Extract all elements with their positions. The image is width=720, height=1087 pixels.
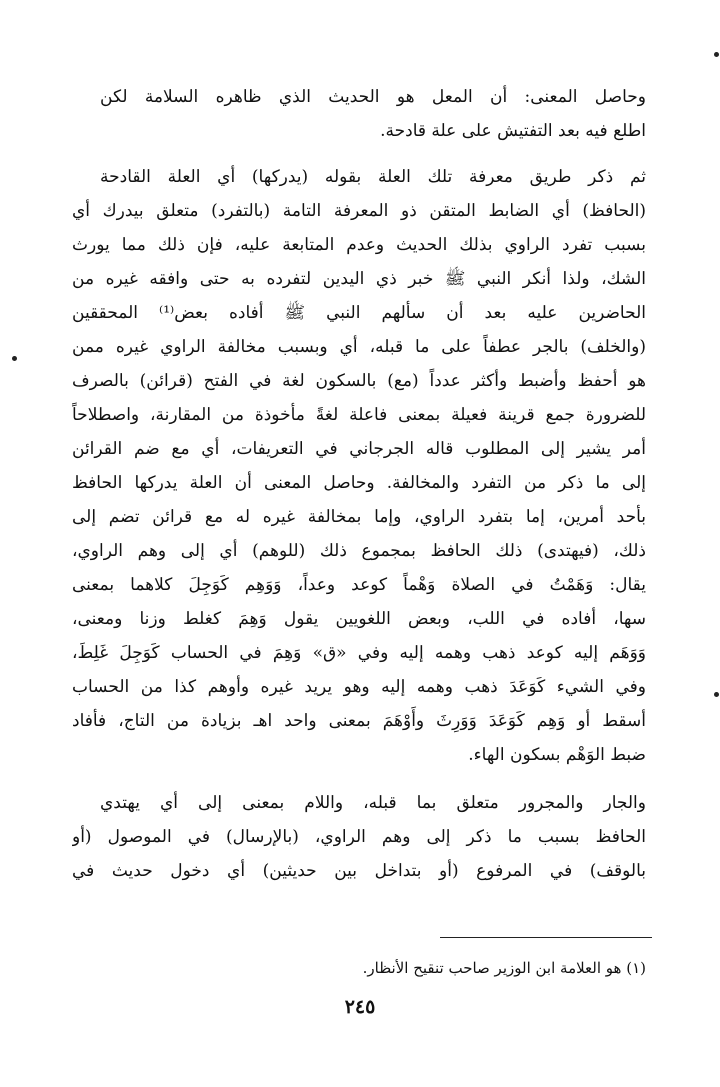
text-line: اطلع فيه بعد التفتيش على علة قادحة.	[380, 121, 646, 141]
text-line: الحاضرين عليه بعد أن سألهم النبي ﷺ أفاده بعض⁽¹⁾ المحققين	[72, 303, 646, 323]
text-line: ذلك، (فيهتدى) ذلك الحافظ بمجموع ذلك (للوهم) أي إلى وهم الراوي،	[72, 541, 646, 561]
text-line: (الحافظ) أي الضابط المتقن ذو المعرفة التامة (بالتفرد) متعلق بيدرك أي	[72, 201, 646, 221]
scan-mark	[714, 52, 719, 57]
footnote: (١) هو العلامة ابن الوزير صاحب تنقيح الأنظار.	[362, 959, 646, 977]
text-line: يقال: وَهَمْتُ في الصلاة وَهْماً كوعد وعداً، وَوَهِم كَوَجِلَ كلاهما بمعنى	[72, 575, 646, 595]
text-line: وَوَهَم إليه كوعد ذهب وهمه إليه وفي «ق» وَهِمَ في الحساب كَوَجِلَ غَلِطَ،	[72, 643, 646, 663]
text-line: والجار والمجرور متعلق بما قبله، واللام بمعنى إلى أي يهتدي	[100, 793, 646, 813]
text-line: أمر يشير إلى المطلوب قاله الجرجاني في التعريفات، أي مع ضم القرائن	[72, 439, 646, 459]
text-line: للضرورة جمع قرينة فعيلة بمعنى فاعلة لغةً مأخوذة من المقارنة، واصطلاحاً	[72, 405, 646, 425]
text-line: ثم ذكر طريق معرفة تلك العلة بقوله (يدركها) أي العلة القادحة	[100, 167, 646, 187]
text-line: وفي الشيء كَوَعَدَ ذهب وهمه إليه وهو يريد غيره وأوهم كذا من الحساب	[72, 677, 646, 697]
text-line: هو أحفظ وأضبط وأكثر عدداً (مع) بالسكون لغة في الفتح (قرائن) بالصرف	[72, 371, 646, 391]
text-line: بأحد أمرين، إما بتفرد الراوي، وإما بمخالفة غيره له مع قرائن تضم إلى	[72, 507, 646, 527]
scan-mark	[12, 356, 17, 361]
text-line: وحاصل المعنى: أن المعل هو الحديث الذي ظاهره السلامة لكن	[100, 87, 646, 107]
text-line: أسقط أو وَهِم كَوَعَدَ وَوَرِثَ وأَوْهَمَ بمعنى واحد اهـ بزيادة من التاج، فأفاد	[72, 711, 646, 731]
page-number: ٢٤٥	[344, 996, 376, 1018]
scan-mark	[714, 692, 719, 697]
text-line: الحافظ بسبب ما ذكر إلى وهم الراوي، (بالإرسال) في الموصول (أو	[72, 827, 646, 847]
text-line: الشك، ولذا أنكر النبي ﷺ خبر ذي اليدين لتفرده به حتى وافقه غيره من	[72, 269, 646, 289]
text-line: ضبط الوَهْم بسكون الهاء.	[468, 745, 646, 765]
text-line: سها، أفاده في اللب، وبعض اللغويين يقول وَهِمَ كغلط وزنا ومعنى،	[72, 609, 646, 629]
footnote-divider	[440, 937, 652, 938]
text-line: إلى ما ذكر من التفرد والمخالفة. وحاصل المعنى أن العلة يدركها الحافظ	[72, 473, 646, 493]
text-line: بسبب تفرد الراوي بذلك الحديث وعدم المتابعة عليه، فإن ذلك مما يورث	[72, 235, 646, 255]
text-line: (والخلف) بالجر عطفاً على ما قبله، أي وبسبب مخالفة الراوي غيره ممن	[72, 337, 646, 357]
text-line: بالوقف) في المرفوع (أو بتداخل بين حديثين) أي دخول حديث في	[72, 861, 646, 881]
